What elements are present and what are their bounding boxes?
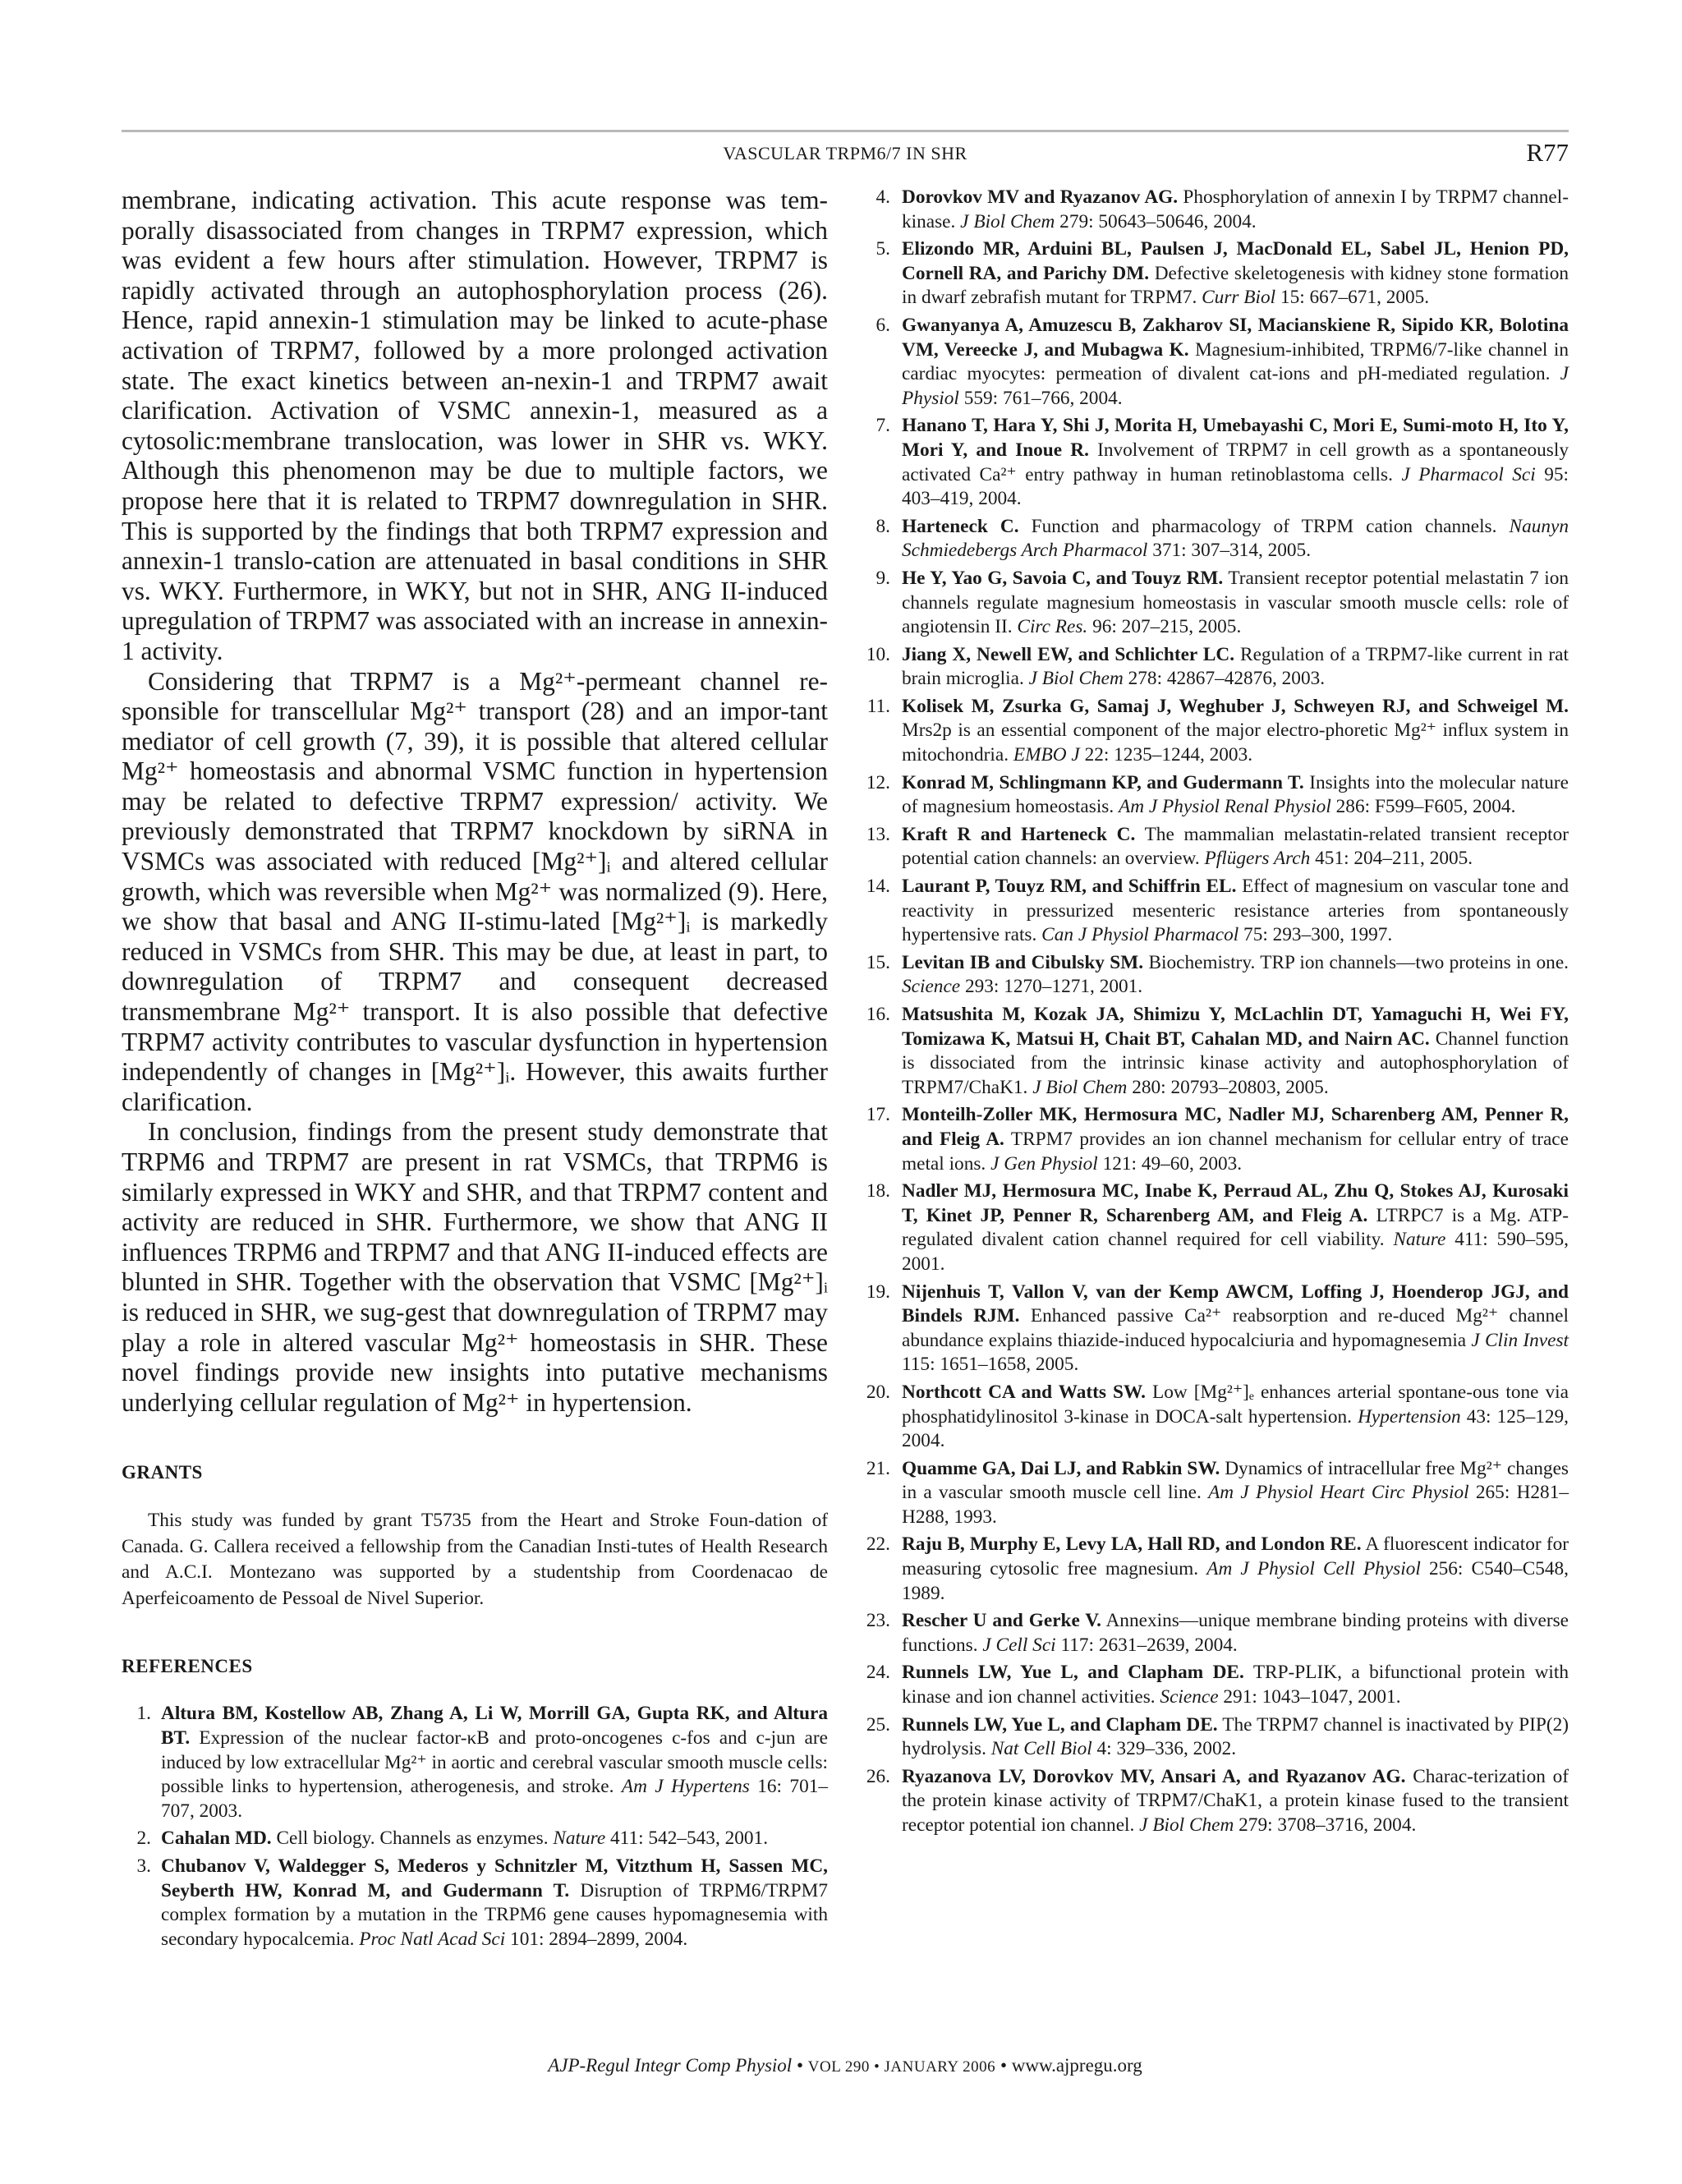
reference-citation: 293: 1270–1271, 2001. <box>964 976 1143 998</box>
reference-list-right <box>854 186 1569 1838</box>
footer-journal: AJP-Regul Integr Comp Physiol <box>548 2055 793 2076</box>
reference-journal: EMBO J <box>1013 744 1080 766</box>
reference-authors: Nadler MJ, Hermosura MC, Inabe K, Perraud AL, Zhu Q, Stokes AJ, Kurosaki T, Kinet JP, Penner R, Scharenberg AM, and Fleig A. <box>902 1180 1569 1226</box>
reference-citation: 265: H281–H288, 1993. <box>902 1482 1569 1528</box>
reference-journal: J Biol Chem <box>1028 668 1124 690</box>
reference-number: 20. <box>866 1381 890 1403</box>
reference-item <box>854 1103 1569 1176</box>
grants-text: This study was funded by grant T5735 from the Heart and Stroke Foun-dation of Canada. G. Callera received a fellowship from the Canadian Insti-tutes of Health Research and A.C.I. Montezano was supported by a studentship from Coordenacao de Aperfeicoamento de Pessoal de Nivel Superior. <box>122 1510 828 1609</box>
reference-title: Channel function is dissociated from the intrinsic kinase activity and autophosphorylation of TRPM7/ChaK1. <box>902 1028 1569 1098</box>
reference-item <box>854 1609 1569 1658</box>
reference-authors: Laurant P, Touyz RM, and Schiffrin EL. <box>902 876 1237 898</box>
reference-journal: J Physiol <box>902 363 1569 409</box>
footer-separator: • <box>796 2055 804 2076</box>
reference-citation: 451: 204–211, 2005. <box>1315 848 1473 870</box>
references-heading: REFERENCES <box>122 1656 253 1677</box>
reference-number: 11. <box>866 695 890 717</box>
reference-title: Expression of the nuclear factor-κB and proto-oncogenes c-fos and c-jun are induced by low extracellular Mg²⁺ in aortic and cerebral vascular smooth muscle cells: possible links to hypertension, atherogenesis, and stroke. <box>161 1727 828 1798</box>
reference-journal: J Biol Chem <box>1032 1076 1128 1098</box>
reference-item <box>854 414 1569 511</box>
reference-citation: 15: 667–671, 2005. <box>1280 287 1430 309</box>
reference-item <box>854 771 1569 820</box>
reference-journal: J Biol Chem <box>960 210 1055 232</box>
running-title: VASCULAR TRPM6/7 IN SHR <box>723 143 967 163</box>
reference-citation: 411: 590–595, 2001. <box>902 1229 1569 1275</box>
reference-item <box>854 695 1569 768</box>
reference-authors: Gwanyanya A, Amuzescu B, Zakharov SI, Macianskiene R, Sipido KR, Bolotina VM, Vereecke J, and Mubagwa K. <box>902 314 1569 361</box>
reference-authors: He Y, Yao G, Savoia C, and Touyz RM. <box>902 567 1224 589</box>
reference-title: Function and pharmacology of TRPM cation channels. <box>1031 515 1497 537</box>
reference-authors: Harteneck C. <box>902 515 1019 537</box>
reference-item <box>854 1661 1569 1709</box>
grants-heading: GRANTS <box>122 1462 203 1483</box>
reference-title: Cell biology. Channels as enzymes. <box>276 1828 549 1850</box>
reference-title: Disruption of TRPM6/TRPM7 complex formation by a mutation in the TRPM6 gene causes hypomagnesemia with secondary hypocalcemia. <box>161 1879 829 1950</box>
reference-citation: 4: 329–336, 2002. <box>1096 1738 1237 1760</box>
reference-journal: Hypertension <box>1358 1405 1461 1428</box>
reference-number: 1. <box>136 1703 151 1725</box>
reference-title: Annexins—unique membrane binding proteins with diverse functions. <box>902 1610 1569 1656</box>
reference-authors: Quamme GA, Dai LJ, and Rabkin SW. <box>902 1457 1220 1479</box>
reference-journal: Curr Biol <box>1202 287 1276 309</box>
reference-authors: Jiang X, Newell EW, and Schlichter LC. <box>902 643 1235 665</box>
reference-title: Transient receptor potential melastatin 7 ion channels regulate magnesium homeostasis in vascular smooth muscle cells: role of angiotensin II. <box>902 567 1569 638</box>
reference-journal: J Pharmacol Sci <box>1401 463 1536 485</box>
reference-journal: Am J Physiol Cell Physiol <box>1206 1558 1421 1580</box>
reference-item <box>854 1179 1569 1276</box>
reference-journal: J Clin Invest <box>1471 1329 1569 1351</box>
reference-authors: Dorovkov MV and Ryazanov AG. <box>902 186 1179 208</box>
reference-authors: Runnels LW, Yue L, and Clapham DE. <box>902 1662 1244 1684</box>
reference-item <box>854 186 1569 234</box>
header-rule <box>122 130 1569 132</box>
reference-journal: Naunyn Schmiedebergs Arch Pharmacol <box>902 515 1569 562</box>
reference-authors: Altura BM, Kostellow AB, Zhang A, Li W, Morrill GA, Gupta RK, and Altura BT. <box>161 1703 828 1749</box>
reference-journal: J Biol Chem <box>1139 1814 1234 1836</box>
reference-number: 6. <box>875 314 890 336</box>
left-column <box>122 186 828 1955</box>
reference-number: 10. <box>866 643 890 665</box>
reference-journal: Am J Physiol Heart Circ Physiol <box>1208 1482 1469 1504</box>
reference-authors: Matsushita M, Kozak JA, Shimizu Y, McLachlin DT, Yamaguchi H, Wei FY, Tomizawa K, Matsui H, Chait BT, Cahalan MD, and Nairn AC. <box>902 1004 1569 1050</box>
reference-item <box>854 1765 1569 1838</box>
reference-number: 14. <box>866 876 890 898</box>
footer-separator: • <box>1000 2055 1007 2076</box>
reference-number: 18. <box>866 1180 890 1202</box>
reference-authors: Ryazanova LV, Dorovkov MV, Ansari A, and Ryazanov AG. <box>902 1765 1406 1787</box>
reference-number: 17. <box>866 1104 890 1126</box>
footer-volume: VOL 290 • JANUARY 2006 <box>807 2058 996 2076</box>
page-number: R77 <box>1526 138 1569 167</box>
reference-journal: J Gen Physiol <box>990 1152 1098 1175</box>
reference-item <box>854 1457 1569 1530</box>
reference-journal: Nature <box>553 1828 606 1850</box>
reference-authors: Elizondo MR, Arduini BL, Paulsen J, MacDonald EL, Sabel JL, Henion PD, Cornell RA, and Parichy DM. <box>902 238 1569 284</box>
reference-title: Involvement of TRPM7 in cell growth as a spontaneously activated Ca²⁺ entry pathway in human retinoblastoma cells. <box>902 439 1569 485</box>
reference-item <box>854 1533 1569 1606</box>
reference-title: Charac-terization of the protein kinase activity of TRPM7/ChaK1, a protein kinase fused to the transient receptor potential ion channel. <box>902 1765 1569 1836</box>
reference-title: Low [Mg²⁺]ₑ enhances arterial spontane-ous tone via phosphatidylinositol 3-kinase in DOCA-salt hypertension. <box>902 1381 1569 1428</box>
reference-journal: Am J Physiol Renal Physiol <box>1119 796 1331 818</box>
reference-citation: 101: 2894–2899, 2004. <box>510 1928 688 1950</box>
reference-number: 8. <box>875 515 890 537</box>
reference-title: Regulation of a TRPM7-like current in rat brain microglia. <box>902 643 1569 690</box>
reference-number: 7. <box>875 415 890 437</box>
reference-item <box>854 823 1569 871</box>
running-head <box>122 140 1569 172</box>
reference-item <box>854 314 1569 411</box>
reference-citation: 22: 1235–1244, 2003. <box>1084 744 1253 766</box>
reference-authors: Runnels LW, Yue L, and Clapham DE. <box>902 1713 1218 1736</box>
reference-number: 9. <box>875 567 890 589</box>
reference-authors: Northcott CA and Watts SW. <box>902 1381 1146 1403</box>
reference-item <box>854 1381 1569 1454</box>
reference-citation: 279: 3708–3716, 2004. <box>1239 1814 1417 1836</box>
reference-item <box>854 515 1569 563</box>
reference-authors: Monteilh-Zoller MK, Hermosura MC, Nadler MJ, Scharenberg AM, Penner R, and Fleig A. <box>902 1104 1569 1150</box>
reference-item <box>854 567 1569 640</box>
reference-number: 22. <box>866 1533 890 1556</box>
reference-item <box>854 643 1569 692</box>
reference-title: TRP-PLIK, a bifunctional protein with kinase and ion channel activities. <box>902 1662 1569 1708</box>
reference-journal: Pflügers Arch <box>1204 848 1311 870</box>
reference-item <box>122 1855 828 1952</box>
reference-item <box>122 1827 828 1851</box>
reference-number: 25. <box>866 1713 890 1736</box>
reference-authors: Kolisek M, Zsurka G, Samaj J, Weghuber J, Schweyen RJ, and Schweigel M. <box>902 695 1569 717</box>
reference-journal: Nature <box>1393 1229 1446 1251</box>
reference-title: Dynamics of intracellular free Mg²⁺ changes in a vascular smooth muscle cell line. <box>902 1457 1569 1504</box>
reference-title: Mrs2p is an essential component of the major electro-phoretic Mg²⁺ influx system in mitochondria. <box>902 720 1569 766</box>
reference-citation: 256: C540–C548, 1989. <box>902 1558 1569 1604</box>
right-column <box>854 186 1569 1841</box>
reference-number: 23. <box>866 1610 890 1632</box>
reference-authors: Hanano T, Hara Y, Shi J, Morita H, Umebayashi C, Mori E, Sumi-moto H, Ito Y, Mori Y, and Inoue R. <box>902 415 1569 461</box>
reference-item <box>854 237 1569 310</box>
reference-item <box>854 1003 1569 1100</box>
reference-citation: 278: 42867–42876, 2003. <box>1128 668 1326 690</box>
paragraph-2: Considering that TRPM7 is a Mg²⁺-permeant channel re-sponsible for transcellular Mg²⁺ transport (28) and an impor-tant mediator of cell growth (7, 39), it is possible that altered cellular Mg²⁺ homeostasis and abnormal VSMC function in hypertension may be related to defective TRPM7 expression/ activity. We previously demonstrated that TRPM7 knockdown by siRNA in VSMCs was associated with reduced [Mg²⁺]ᵢ and altered cellular growth, which was reversible when Mg²⁺ was normalized (9). Here, we show that basal and ANG II-stimu-lated [Mg²⁺]ᵢ is markedly reduced in VSMCs from SHR. This may be due, at least in part, to downregulation of TRPM7 and consequent decreased transmembrane Mg²⁺ transport. It is also possible that defective TRPM7 activity contributes to vascular dysfunction in hypertension independently of changes in [Mg²⁺]ᵢ. However, this awaits further clarification. <box>122 666 828 1116</box>
reference-citation: 280: 20793–20803, 2005. <box>1132 1076 1329 1098</box>
reference-title: A fluorescent indicator for measuring cytosolic free magnesium. <box>902 1533 1569 1580</box>
reference-number: 3. <box>136 1855 151 1877</box>
reference-citation: 43: 125–129, 2004. <box>902 1405 1569 1452</box>
reference-journal: Can J Physiol Pharmacol <box>1041 924 1239 946</box>
reference-citation: 16: 701–707, 2003. <box>161 1776 829 1822</box>
reference-title: Phosphorylation of annexin I by TRPM7 channel-kinase. <box>902 186 1569 232</box>
reference-authors: Konrad M, Schlingmann KP, and Gudermann T. <box>902 771 1304 793</box>
reference-citation: 279: 50643–50646, 2004. <box>1059 210 1257 232</box>
reference-title: LTRPC7 is a Mg. ATP-regulated divalent cation channel required for cell viability. <box>902 1204 1569 1251</box>
body-text <box>122 186 828 1418</box>
reference-authors: Nijenhuis T, Vallon V, van der Kemp AWCM, Loffing J, Hoenderop JGJ, and Bindels RJM. <box>902 1281 1569 1327</box>
reference-citation: 96: 207–215, 2005. <box>1092 616 1242 638</box>
reference-authors: Kraft R and Harteneck C. <box>902 823 1136 845</box>
reference-number: 26. <box>866 1765 890 1787</box>
reference-number: 24. <box>866 1662 890 1684</box>
reference-item <box>122 1702 828 1823</box>
reference-item <box>854 1713 1569 1762</box>
reference-number: 12. <box>866 771 890 793</box>
reference-title: Biochemistry. TRP ion channels—two proteins in one. <box>1148 951 1569 973</box>
reference-item <box>854 1281 1569 1377</box>
reference-number: 5. <box>875 238 890 260</box>
reference-citation: 95: 403–419, 2004. <box>902 463 1569 510</box>
reference-journal: Circ Res. <box>1017 616 1088 638</box>
reference-number: 16. <box>866 1004 890 1025</box>
reference-item <box>854 951 1569 1000</box>
reference-journal: Science <box>1160 1686 1219 1708</box>
paragraph-1: membrane, indicating activation. This acute response was tem-porally disassociated from changes in TRPM7 expression, which was evident a few hours after stimulation. However, TRPM7 is rapidly activated through an autophosphorylation process (26). Hence, rapid annexin-1 stimulation may be linked to acute-phase activation of TRPM7, followed by a more prolonged activation state. The exact kinetics between an-nexin-1 and TRPM7 await clarification. Activation of VSMC annexin-1, measured as a cytosolic:membrane translocation, was lower in SHR vs. WKY. Although this phenomenon may be due to multiple factors, we propose here that it is related to TRPM7 downregulation in SHR. This is supported by the findings that both TRPM7 expression and annexin-1 translo-cation are attenuated in basal conditions in SHR vs. WKY. Furthermore, in WKY, but not in SHR, ANG II-induced upregulation of TRPM7 was associated with an increase in annexin-1 activity. <box>122 186 828 665</box>
reference-title: TRPM7 provides an ion channel mechanism for cellular entry of trace metal ions. <box>902 1128 1569 1175</box>
reference-citation: 559: 761–766, 2004. <box>963 387 1123 409</box>
page-footer <box>122 2055 1569 2076</box>
reference-citation: 291: 1043–1047, 2001. <box>1223 1686 1401 1708</box>
reference-journal: Science <box>902 976 961 998</box>
reference-title: Defective skeletogenesis with kidney stone formation in dwarf zebrafish mutant for TRPM7. <box>902 262 1569 309</box>
reference-citation: 411: 542–543, 2001. <box>610 1828 769 1850</box>
reference-number: 19. <box>866 1281 890 1303</box>
reference-title: Effect of magnesium on vascular tone and reactivity in pressurized mesenteric resistance arteries from spontaneously hypertensive rats. <box>902 876 1569 946</box>
reference-journal: J Cell Sci <box>982 1634 1056 1656</box>
reference-number: 2. <box>136 1828 151 1850</box>
reference-title: Magnesium-inhibited, TRPM6/7-like channel in cardiac myocytes: permeation of divalent cat-ions and pH-mediated regulation. <box>902 338 1569 385</box>
reference-list-left <box>122 1702 828 1952</box>
reference-journal: Nat Cell Biol <box>990 1738 1092 1760</box>
reference-title: Enhanced passive Ca²⁺ reabsorption and re-duced Mg²⁺ channel abundance explains thiazide-induced hypocalciuria and hypomagnesemia <box>902 1305 1569 1351</box>
reference-authors: Chubanov V, Waldegger S, Mederos y Schnitzler M, Vitzthum H, Sassen MC, Seyberth HW, Konrad M, and Gudermann T. <box>161 1855 828 1901</box>
reference-citation: 117: 2631–2639, 2004. <box>1060 1634 1238 1656</box>
reference-item <box>854 875 1569 948</box>
paragraph-3: In conclusion, findings from the present study demonstrate that TRPM6 and TRPM7 are present in rat VSMCs, that TRPM6 is similarly expressed in WKY and SHR, and that TRPM7 content and activity are reduced in SHR. Furthermore, we show that ANG II influences TRPM6 and TRPM7 and that ANG II-induced effects are blunted in SHR. Together with the observation that VSMC [Mg²⁺]ᵢ is reduced in SHR, we sug-gest that downregulation of TRPM7 may play a role in altered vascular Mg²⁺ homeostasis in SHR. These novel findings provide new insights into putative mechanisms underlying cellular regulation of Mg²⁺ in hypertension. <box>122 1117 828 1417</box>
reference-title: Insights into the molecular nature of magnesium homeostasis. <box>902 771 1569 818</box>
reference-number: 4. <box>875 186 890 208</box>
reference-authors: Cahalan MD. <box>161 1828 272 1850</box>
reference-citation: 371: 307–314, 2005. <box>1152 540 1312 562</box>
reference-authors: Levitan IB and Cibulsky SM. <box>902 951 1144 973</box>
reference-citation: 75: 293–300, 1997. <box>1243 924 1393 946</box>
reference-authors: Raju B, Murphy E, Levy LA, Hall RD, and London RE. <box>902 1533 1362 1556</box>
reference-number: 13. <box>866 823 890 845</box>
reference-citation: 115: 1651–1658, 2005. <box>902 1354 1079 1376</box>
reference-number: 21. <box>866 1457 890 1479</box>
reference-citation: 286: F599–F605, 2004. <box>1335 796 1516 818</box>
footer-url: www.ajpregu.org <box>1011 2055 1142 2076</box>
reference-citation: 121: 49–60, 2003. <box>1102 1152 1243 1175</box>
reference-authors: Rescher U and Gerke V. <box>902 1610 1101 1632</box>
reference-number: 15. <box>866 951 890 973</box>
reference-journal: Am J Hypertens <box>621 1776 750 1798</box>
reference-journal: Proc Natl Acad Sci <box>359 1928 506 1950</box>
reference-title: The TRPM7 channel is inactivated by PIP(2) hydrolysis. <box>902 1713 1569 1760</box>
reference-title: The mammalian melastatin-related transient receptor potential cation channels: an overview. <box>902 823 1569 870</box>
